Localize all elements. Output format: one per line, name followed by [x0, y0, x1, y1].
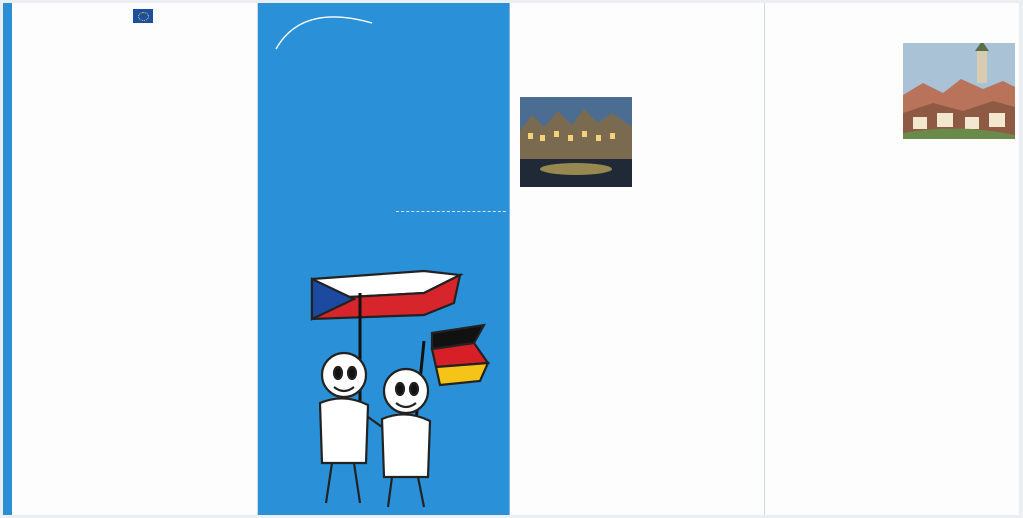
panel-day-trips — [510, 3, 765, 515]
keb-logo — [272, 9, 384, 65]
brochure — [3, 3, 1019, 515]
neighbours-flags-illustration — [274, 241, 500, 509]
trebon-night-photo — [520, 97, 632, 187]
trip1-details — [644, 61, 760, 103]
panel-trips-continued — [765, 3, 1019, 515]
project-text-col2 — [140, 87, 256, 93]
trip2-details — [769, 11, 895, 44]
panel-courses — [258, 3, 510, 515]
trebon-night-photo-art — [520, 97, 632, 187]
krumau-photo-art — [903, 43, 1015, 139]
course-registration — [396, 211, 506, 218]
panel-project — [3, 3, 258, 515]
trip3-details — [903, 143, 1015, 201]
project-text-col1 — [24, 87, 134, 93]
keb-logo-arc-icon — [272, 9, 384, 65]
eu-flag-icon — [133, 9, 153, 23]
krumau-photo — [903, 43, 1015, 139]
